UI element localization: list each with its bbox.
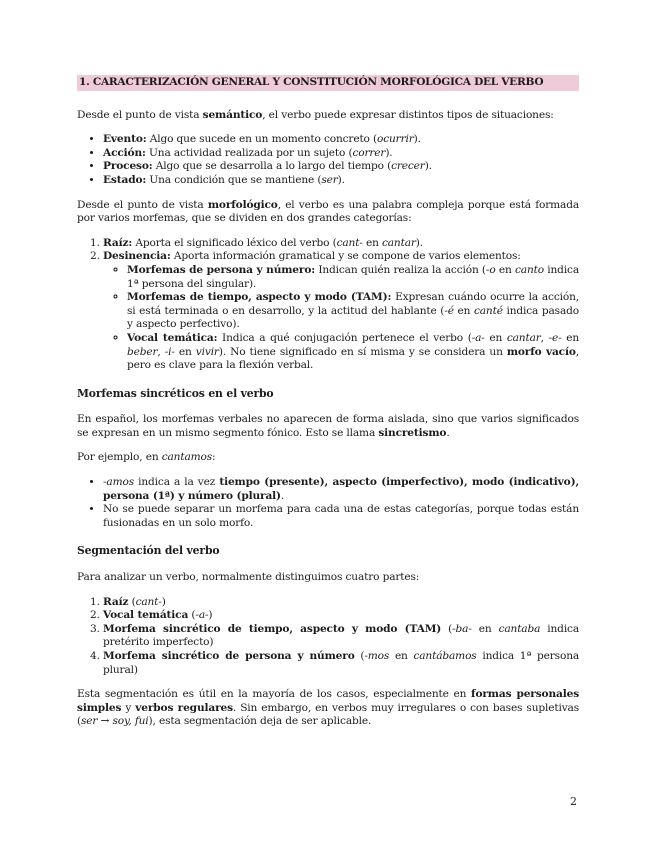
term: Morfemas de persona y número: xyxy=(127,263,316,276)
semantic-intro xyxy=(77,109,579,123)
bold-term: formas personales simples xyxy=(77,688,580,714)
text: indica 1ª persona plural) xyxy=(103,650,580,676)
term: Evento: xyxy=(103,133,147,146)
text: Por ejemplo, en xyxy=(77,451,162,464)
text: y xyxy=(121,701,136,714)
text: ). xyxy=(415,236,423,249)
sub-list-item xyxy=(127,332,579,373)
example: -amos xyxy=(103,476,135,489)
text: Desde el punto de vista xyxy=(77,108,203,121)
example: cant- xyxy=(135,595,162,608)
text: en xyxy=(362,236,382,249)
text: Algo que sucede en un momento concreto ( xyxy=(146,133,377,146)
sub-list-item xyxy=(127,264,579,291)
text: ( xyxy=(188,609,196,622)
list-item xyxy=(103,476,579,503)
subheading-sincretismo: Morfemas sincréticos en el verbo xyxy=(77,386,274,400)
bold-term: tiempo (presente), aspecto (imperfectivo), modo (indicativo), persona (1ª) y número (plural) xyxy=(103,476,579,502)
text: ) xyxy=(208,609,213,622)
term: Proceso: xyxy=(103,160,153,173)
example: -e- xyxy=(548,331,562,344)
bold-term: semántico xyxy=(202,108,263,121)
text: en xyxy=(471,622,499,635)
text: ). xyxy=(337,173,345,186)
list-item xyxy=(103,174,579,188)
text: indica pasado y aspecto perfectivo). xyxy=(127,304,579,331)
text: En español, los morfemas verbales no aparecen de forma aislada, sino que varios significados se expresan en un mismo segmento fónico. Esto se llama xyxy=(77,413,579,439)
bold-term: morfológico xyxy=(207,198,278,211)
text: Esta segmentación es útil en la mayoría de los casos, especialmente en xyxy=(77,688,472,701)
text: ( xyxy=(354,650,365,662)
example: -é xyxy=(444,304,454,317)
term: Acción: xyxy=(103,146,146,159)
bold-term: morfo vacío xyxy=(506,345,576,358)
sincretismo-paragraph xyxy=(77,413,579,440)
text: Una actividad realizada por un sujeto ( xyxy=(145,146,353,159)
list-item xyxy=(103,623,579,650)
example: ser → soy, fui xyxy=(80,715,149,728)
text: en xyxy=(561,331,579,344)
list-item: • No se puede separar un morfema para cada una de estas categorías, porque todas están fusionadas en un solo morfo. xyxy=(103,503,579,530)
text: Algo que se desarrolla a lo largo del tiempo ( xyxy=(152,160,392,173)
example: ser xyxy=(321,173,338,186)
text: en xyxy=(453,304,474,317)
text: Aporta el significado léxico del verbo ( xyxy=(132,236,337,249)
term: Vocal temática xyxy=(103,609,189,622)
list-item xyxy=(103,237,579,251)
segmentacion-intro: Para analizar un verbo, normalmente distinguimos cuatro partes: xyxy=(77,571,420,584)
example: cantaba xyxy=(498,622,541,635)
term: Morfemas de tiempo, aspecto y modo (TAM): xyxy=(127,291,392,304)
list-item xyxy=(103,133,579,147)
text: indica 1ª persona del singular). xyxy=(127,263,580,290)
final-paragraph xyxy=(77,688,579,729)
text: Indican quién realiza la acción ( xyxy=(315,263,486,276)
text: Indica a qué conjugación pertenece el verbo ( xyxy=(217,331,472,344)
list-item xyxy=(103,609,579,623)
text: , xyxy=(157,345,165,358)
example: canto xyxy=(515,263,544,276)
term: Raíz: xyxy=(103,236,133,249)
term: Morfema sincrético de persona y número xyxy=(103,650,355,662)
term: Estado: xyxy=(103,173,147,186)
list-item xyxy=(103,596,579,610)
text: Desde el punto de vista xyxy=(77,198,208,211)
text: ( xyxy=(441,622,453,635)
list-item xyxy=(103,147,579,161)
list-item xyxy=(103,650,579,677)
example: crecer xyxy=(391,160,425,173)
term: Morfema sincrético de tiempo, aspecto y modo (TAM) xyxy=(103,622,442,635)
text: en xyxy=(174,345,196,358)
example: -a- xyxy=(195,609,209,622)
example: -ba- xyxy=(452,622,472,635)
example: vivir xyxy=(195,345,219,358)
example: ocurrir xyxy=(376,133,414,146)
text: . xyxy=(446,426,450,439)
example: -mos xyxy=(364,650,390,662)
bold-term: verbos regulares xyxy=(135,701,233,714)
term: Desinencia: xyxy=(103,250,171,263)
term: Raíz xyxy=(103,595,129,608)
sub-list xyxy=(103,264,579,373)
list-item xyxy=(103,160,579,174)
example: cant- xyxy=(336,236,363,249)
example: cantábamos xyxy=(413,650,477,662)
example: -o xyxy=(485,263,496,276)
segmentacion-list xyxy=(77,596,579,678)
text: : xyxy=(212,451,216,464)
term: Vocal temática: xyxy=(127,331,218,344)
text: en xyxy=(495,263,515,276)
text: ). xyxy=(385,146,393,159)
sincretismo-list xyxy=(77,476,579,530)
page-number: 2 xyxy=(570,795,577,808)
text: en xyxy=(484,331,507,344)
text: , el verbo es una palabra compleja porque está formada por varios morfemas, que se dividen en dos grandes categorías: xyxy=(77,198,579,225)
page-content xyxy=(77,72,579,740)
text: . xyxy=(280,489,285,502)
text: ( xyxy=(128,595,136,608)
example-intro xyxy=(77,451,579,465)
text: Expresan cuándo ocurre la acción, si está terminada o en desarrollo, y la actitud del hablante ( xyxy=(127,291,579,317)
example: -a- xyxy=(471,331,485,344)
text: ), esta segmentación deja de ser aplicable. xyxy=(148,715,372,728)
list-item xyxy=(103,250,579,372)
subheading-segmentacion: Segmentación del verbo xyxy=(77,544,220,558)
example: -i- xyxy=(164,345,175,358)
section-heading: 1. CARACTERIZACIÓN GENERAL Y CONSTITUCIÓN MORFOLÓGICA DEL VERBO xyxy=(77,75,579,91)
situation-list xyxy=(77,133,579,187)
morphological-intro xyxy=(77,199,579,226)
text: , el verbo puede expresar distintos tipos de situaciones: xyxy=(262,108,554,121)
example: cantar xyxy=(506,331,541,344)
text: indica pretérito imperfecto) xyxy=(103,622,580,649)
example: cantamos xyxy=(161,451,213,464)
example: canté xyxy=(473,304,503,317)
category-list xyxy=(77,237,579,373)
example: cantar xyxy=(381,236,416,249)
text: , pero es clave para la flexión verbal. xyxy=(127,345,579,372)
text: ). xyxy=(424,160,432,173)
text: Aporta información gramatical y se compone de varios elementos: xyxy=(170,250,521,263)
sub-list-item xyxy=(127,291,579,332)
text: en xyxy=(389,650,414,662)
bold-term: sincretismo xyxy=(378,426,447,439)
text: Una condición que se mantiene ( xyxy=(146,173,322,186)
text: ). No tiene significado en sí misma y se considera un xyxy=(218,345,507,358)
example: correr xyxy=(352,146,386,159)
example: beber xyxy=(127,345,158,358)
text: ) xyxy=(161,595,166,608)
text: ). xyxy=(413,133,421,146)
text: . Sin embargo, en verbos muy irregulares o con bases supletivas ( xyxy=(77,701,579,728)
text: , xyxy=(540,331,549,344)
text: indica a la vez xyxy=(134,476,220,489)
